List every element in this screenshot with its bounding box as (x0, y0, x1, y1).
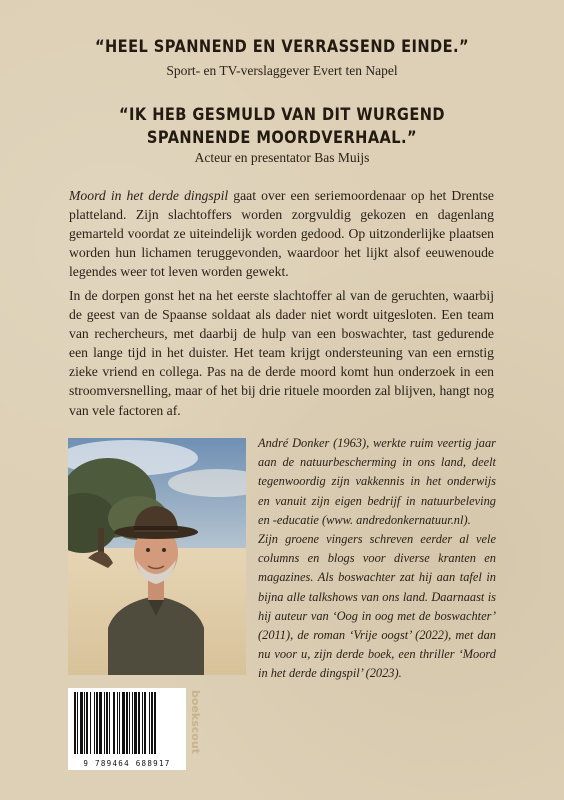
barcode-bar (119, 692, 120, 754)
book-title: Moord in het derde dingspil (69, 188, 229, 203)
barcode-bar (109, 692, 110, 754)
barcode-bar (74, 692, 76, 754)
barcode-bar (134, 692, 137, 754)
author-bio (258, 434, 496, 684)
author-bio-paragraph-1: André Donker (1963), werkte ruim veertig jaar aan de natuurbescherming in ons land, deelt tegenwoordig zijn vakkennis in het onderwijs en vanuit zijn eigen bedrijf in natuurbeleving en -educatie (www. andredonkernatuur.nl). (258, 436, 496, 527)
author-bio-paragraph-2: Zijn groene vingers schreven eerder al vele columns en blogs voor diverse kranten en magazines. Als boswachter zat hij aan tafel in bijna alle talkshows van ons land. Daarnaast is hij auteur van ‘Oog in oog met de boswachter’ (2011), de roman ‘Vrije oogst’ (2022), met dan nu voor u, zijn derde boek, een thriller ‘Moord in het derde dingspil’ (2023). (258, 532, 496, 681)
barcode-bar (84, 692, 85, 754)
barcode-bar (106, 692, 108, 754)
publisher-name: boekscout (189, 690, 202, 754)
barcode-bar (94, 692, 95, 754)
barcode-bar (90, 692, 91, 754)
barcode-bar (86, 692, 88, 754)
blurb-paragraph-2: In de dorpen gonst het na het eerste slachtoffer al van de geruchten, waarbij de geest van de Spaanse soldaat als dader niet wordt uitgesloten. Een team van rechercheurs, met daarbij de hulp van een boswachter, tast gedurende een lange tijd in het duister. Het team krijgt ondersteuning van een ernstig zieke vriend en collega. Pas na de derde moord komt hun onderzoek in een stroomversnelling, maar of het bij drie rituele moorden zal blijven, hangt nog van vele factoren af. (69, 288, 494, 418)
barcode-bar (154, 692, 156, 754)
barcode-bar (132, 692, 133, 754)
barcode-bar (126, 692, 128, 754)
barcode-bar (122, 692, 125, 754)
barcode-bar (77, 692, 78, 754)
author-photo (68, 438, 246, 675)
barcode-bar (129, 692, 130, 754)
quote-2: “IK HEB GESMULD VAN DIT WURGEND SPANNENDE MOORDVERHAAL.” (119, 105, 445, 148)
barcode-bar (151, 692, 153, 754)
barcode-bar (117, 692, 118, 754)
barcode-bar (144, 692, 146, 754)
barcode-bar (142, 692, 143, 754)
barcode-bar (149, 692, 150, 754)
blurb-paragraph-1 (69, 186, 494, 281)
quote-1: “HEEL SPANNEND EN VERRASSEND EINDE.” (94, 37, 470, 57)
barcode (68, 688, 186, 770)
barcode-bar (113, 692, 115, 754)
quote-2-attribution: Acteur en presentator Bas Muijs (194, 150, 370, 165)
author-photo-illustration (68, 438, 246, 675)
barcode-bar (138, 692, 140, 754)
publisher-logo (188, 690, 202, 770)
quote-1-attribution: Sport- en TV-verslaggever Evert ten Napel (166, 63, 398, 78)
barcode-bar (96, 692, 98, 754)
barcode-number: 9 789464 688917 (83, 759, 171, 768)
barcode-bar (99, 692, 102, 754)
barcode-bar (104, 692, 105, 754)
blurb-paragraph-1-text: gaat over een seriemoordenaar op het Drentse platteland. Zijn slachtoffers worden zorgvuldig gekozen en dagenlang gemarteld voordat ze uiteindelijk worden gedood. Op uitzonderlijke plaatsen worden hun lichamen teruggevonden, waardoor het lijkt alsof eeuwenoude legendes weer tot leven worden gewekt. (69, 188, 494, 280)
barcode-bars (68, 688, 186, 758)
barcode-bar (80, 692, 83, 754)
